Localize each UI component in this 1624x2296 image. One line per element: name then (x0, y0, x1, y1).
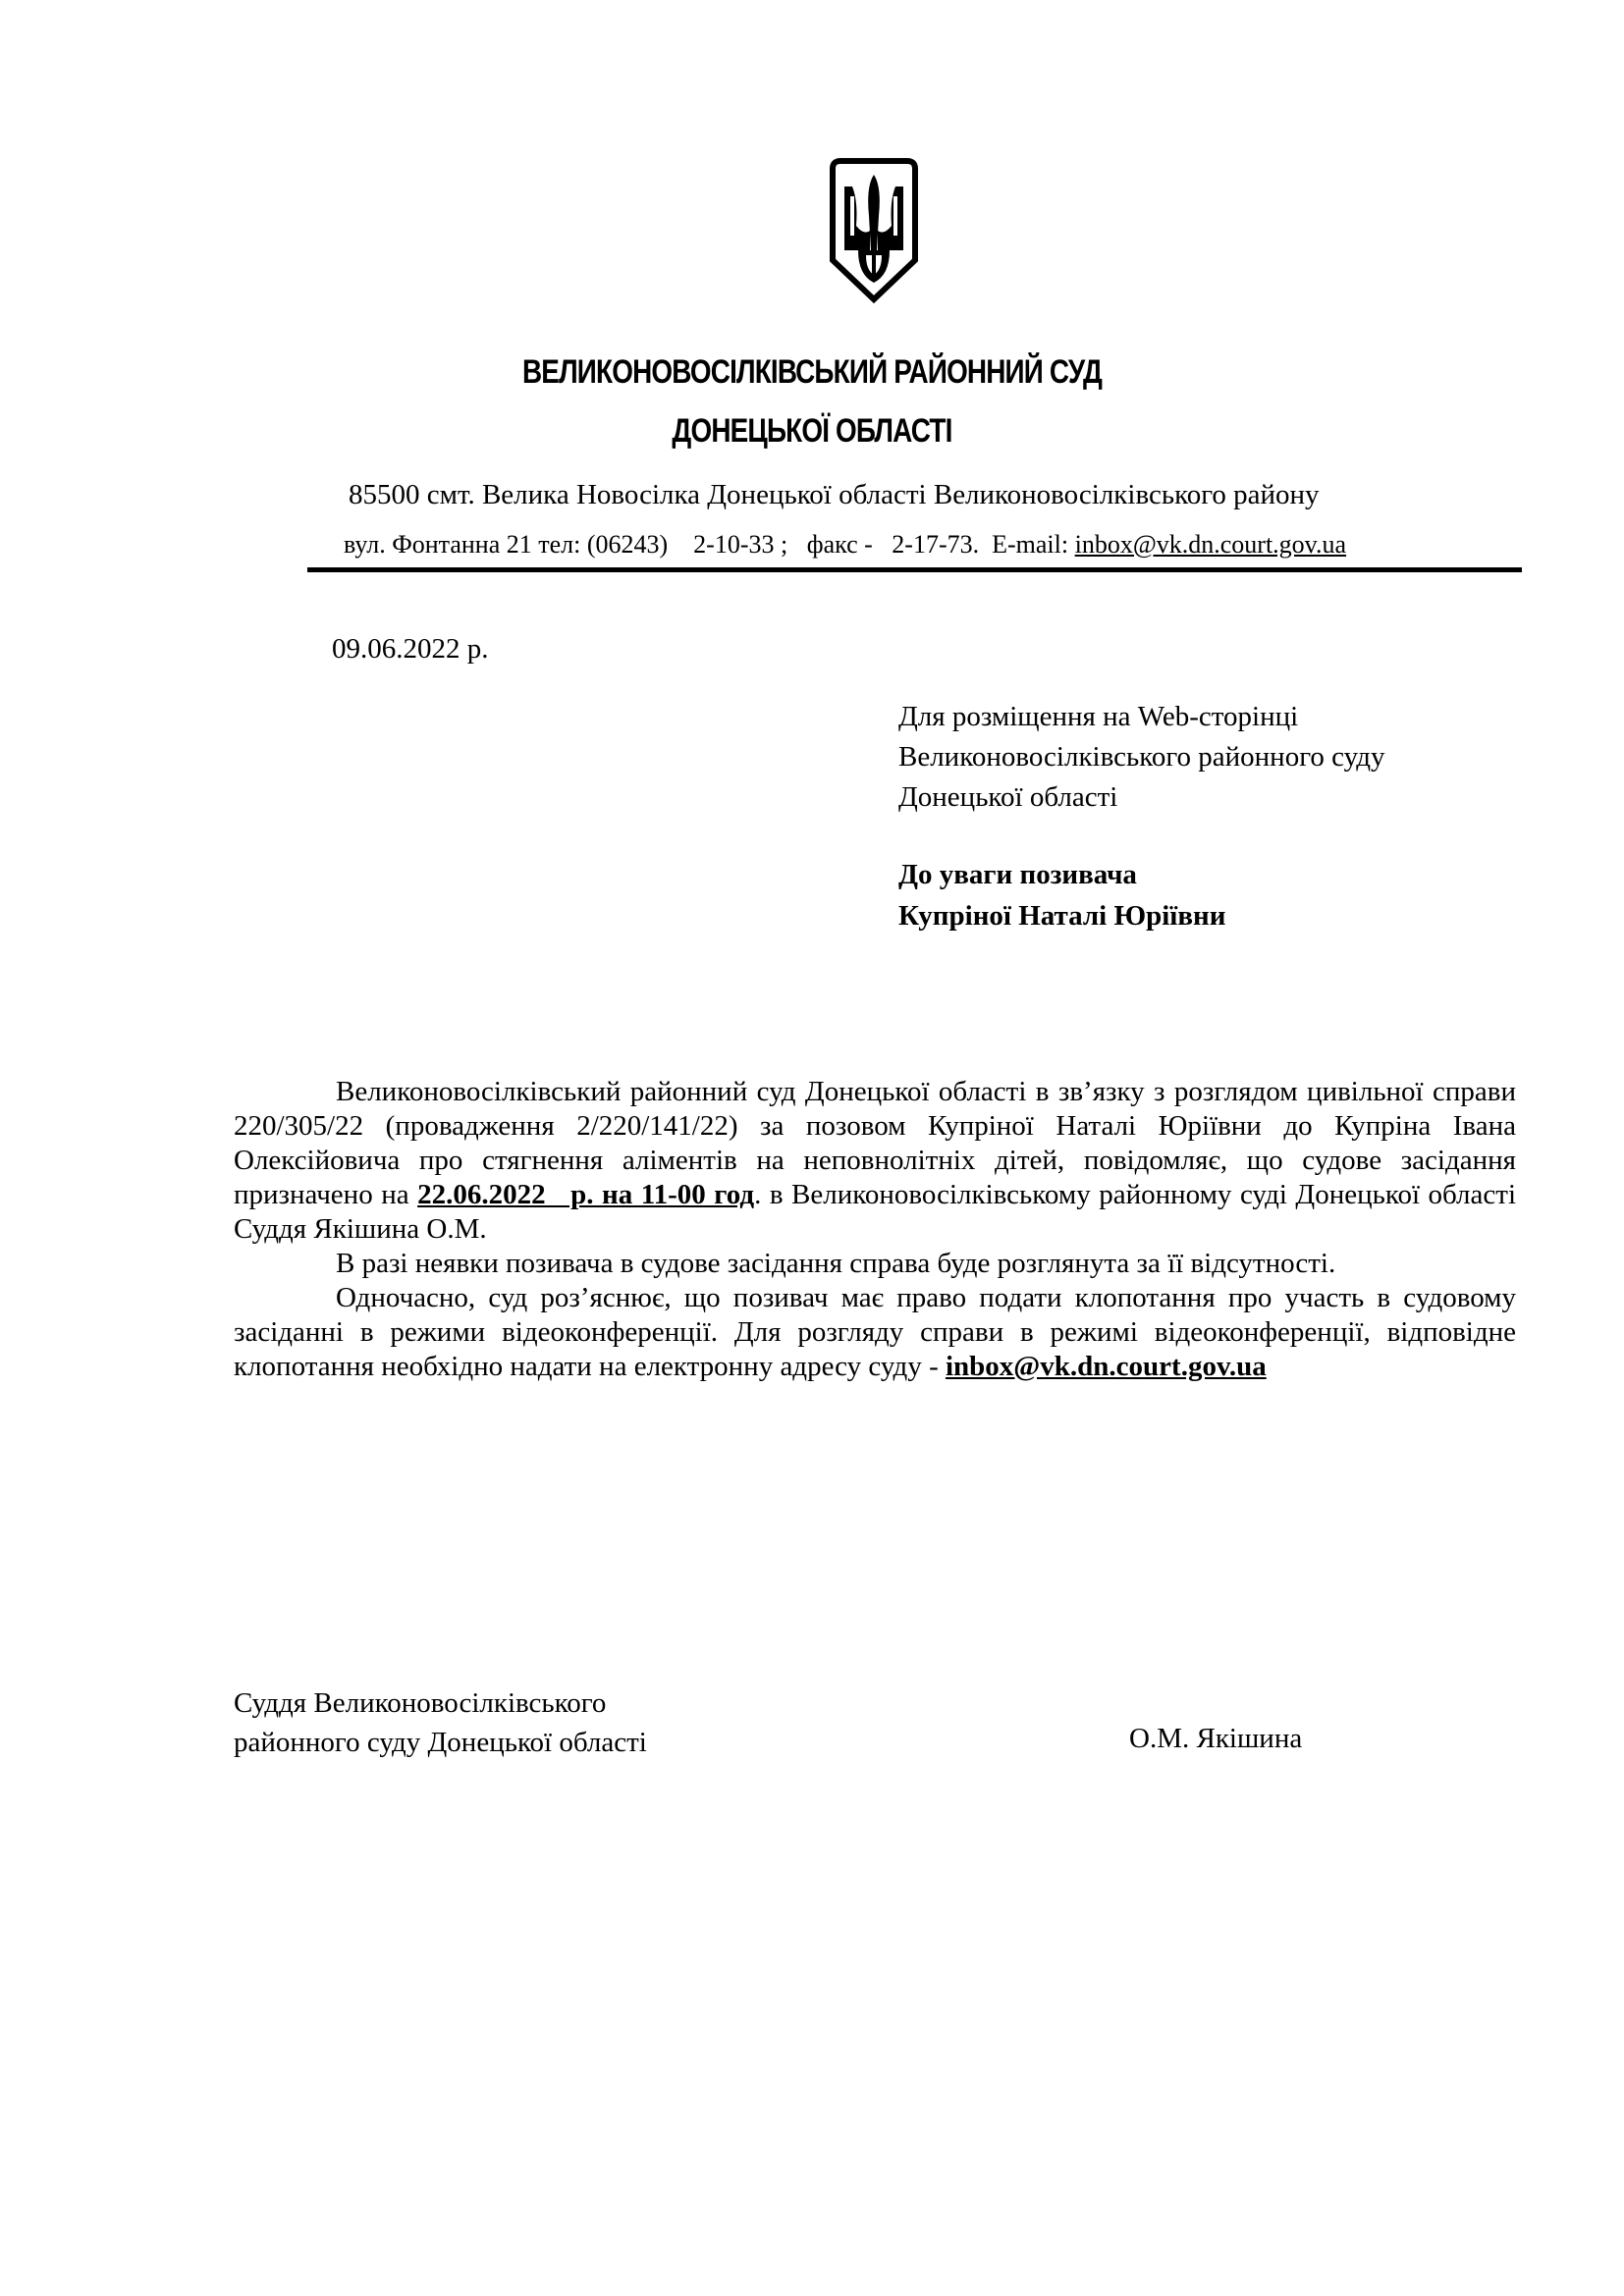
notice-paragraph (234, 1075, 1516, 1247)
notice-paragraph: В разі неявки позивача в судове засідання справа буде розглянута за її відсутності. (336, 1248, 1336, 1279)
trident-coat-of-arms-icon (825, 157, 923, 304)
court-address: 85500 смт. Велика Новосілка Донецької області Великоновосілківського району (349, 479, 1320, 510)
court-name-line2: ДОНЕЦЬКОЇ ОБЛАСТІ (672, 412, 952, 450)
hearing-date-time: 22.06.2022 р. на 11-00 год (417, 1179, 755, 1210)
attention-block (898, 854, 1225, 936)
notice-body (234, 1075, 1516, 1384)
paragraph-text: Одночасно, суд роз’яснює, що позивач має право подати клопотання про участь в судовому засіданні в режими відеоконференції. Для розгляду справи в режимі відеоконференції, відповідне клопотання необхідно надати на електронну адресу суду - (234, 1282, 1516, 1382)
document-date: 09.06.2022 р. (332, 633, 489, 665)
court-name-line1: ВЕЛИКОНОВОСІЛКІВСЬКИЙ РАЙОННИЙ СУД (521, 353, 1103, 391)
contacts-text: вул. Фонтанна 21 тел: (06243) 2-10-33 ; факс - 2-17-73. E-mail: (344, 530, 1075, 559)
signature-block (234, 1683, 647, 1762)
court-contacts (344, 530, 1346, 560)
notice-paragraph (234, 1281, 1516, 1384)
header-email-link[interactable]: inbox@vk.dn.court.gov.ua (1074, 530, 1347, 559)
recipient-line: Донецької області (898, 781, 1118, 813)
recipient-block (898, 697, 1385, 818)
attention-line: До уваги позивача (898, 859, 1137, 890)
signer-title: районного суду Донецької області (234, 1727, 647, 1758)
body-email-link[interactable]: inbox@vk.dn.court.gov.ua (945, 1351, 1267, 1382)
recipient-line: Для розміщення на Web-сторінці (898, 701, 1299, 732)
paragraph-text: Великоновосілківський районний суд Донецької області в зв’язку з розглядом цивільної справи 220/305/22 (провадження 2/220/141/22) за позовом Купріної Наталі Юріївни до Купріна Івана Олексійовича про стягнення аліментів на неповнолітніх дітей, повідомляє, що судове засідання призначено на (234, 1076, 1516, 1210)
signer-name: О.М. Якішина (1129, 1723, 1303, 1754)
paragraph-text: . в Великоновосілківському районному суді Донецької області Суддя Якішина О.М. (234, 1179, 1516, 1245)
header-divider (307, 567, 1522, 572)
addressee-name: Купріної Наталі Юріївни (898, 900, 1226, 932)
recipient-line: Великоновосілківського районного суду (898, 741, 1385, 773)
signer-title: Суддя Великоновосілківського (234, 1687, 607, 1719)
